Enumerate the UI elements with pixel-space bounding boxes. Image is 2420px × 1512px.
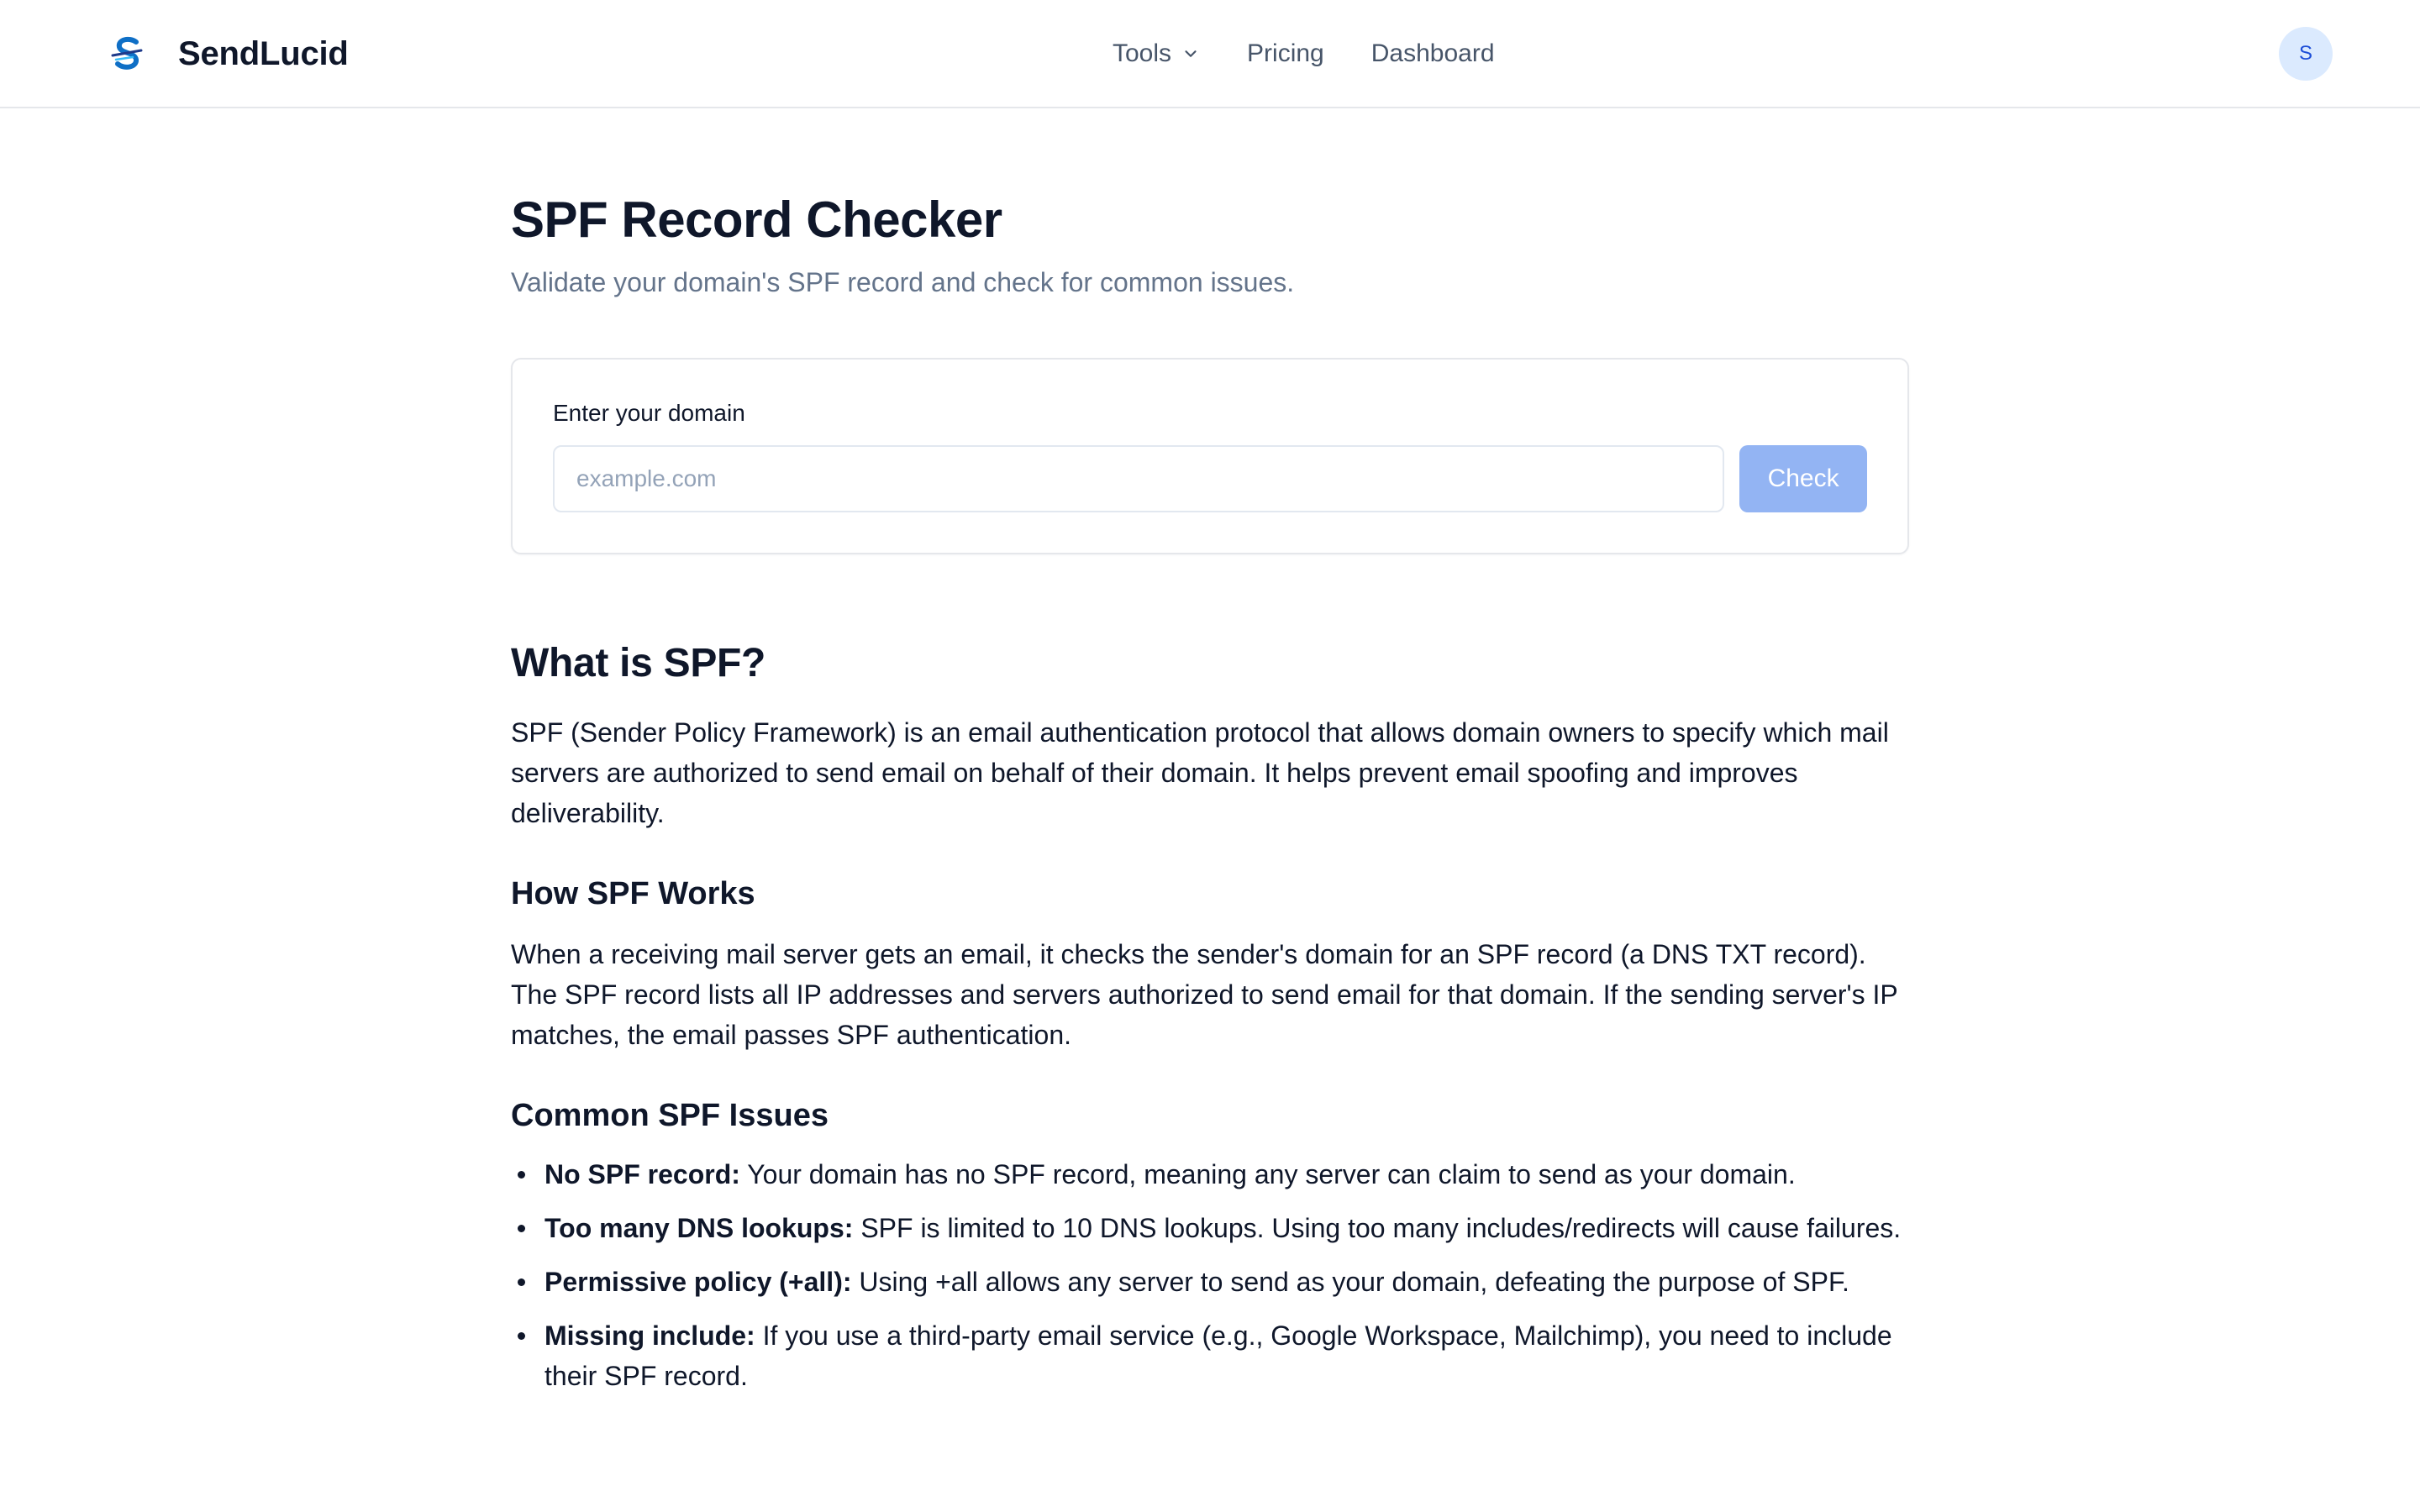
issue-term: Missing include: bbox=[544, 1320, 755, 1351]
issue-text: Your domain has no SPF record, meaning any server can claim to send as your domain. bbox=[739, 1159, 1796, 1189]
sendlucid-logo-icon bbox=[104, 30, 151, 77]
nav-dashboard-link[interactable] bbox=[1371, 39, 1495, 68]
brand-name: SendLucid bbox=[178, 34, 349, 72]
page-title: SPF Record Checker bbox=[511, 192, 1002, 248]
issue-term: Too many DNS lookups: bbox=[544, 1213, 854, 1243]
common-issues-list bbox=[511, 1154, 1909, 1396]
domain-check-card bbox=[511, 358, 1909, 554]
nav-dashboard-label: Dashboard bbox=[1370, 39, 1495, 67]
nav-tools-label: Tools bbox=[1113, 39, 1172, 67]
nav-pricing-label: Pricing bbox=[1247, 39, 1324, 67]
list-item bbox=[544, 1208, 1909, 1248]
issue-text: Using +all allows any server to send as your domain, defeating the purpose of SPF. bbox=[851, 1267, 1849, 1297]
issue-text: If you use a third-party email service (e.g., Google Workspace, Mailchimp), you need to include their SPF record. bbox=[544, 1320, 1892, 1391]
how-spf-works-body: When a receiving mail server gets an email, it checks the sender's domain for an SPF record (a DNS TXT record). The SPF record lists all IP addresses and servers authorized to send email for that domain. If the sending server's IP matches, the email passes SPF authentication. bbox=[511, 939, 1898, 1050]
list-item bbox=[544, 1262, 1909, 1302]
how-spf-works-heading: How SPF Works bbox=[511, 876, 755, 911]
what-is-spf-heading: What is SPF? bbox=[511, 641, 766, 685]
main-content bbox=[511, 185, 1909, 1410]
page-subtitle: Validate your domain's SPF record and check for common issues. bbox=[511, 267, 1295, 297]
user-avatar[interactable] bbox=[2279, 27, 2333, 81]
nav-tools-dropdown[interactable] bbox=[1113, 39, 1200, 68]
list-item bbox=[544, 1154, 1909, 1194]
list-item bbox=[544, 1315, 1909, 1396]
issue-text: SPF is limited to 10 DNS lookups. Using too many includes/redirects will cause failures. bbox=[853, 1213, 1902, 1243]
main-nav bbox=[1113, 34, 1495, 74]
nav-pricing-link[interactable] bbox=[1247, 39, 1324, 68]
common-issues-heading: Common SPF Issues bbox=[511, 1098, 829, 1133]
domain-field-row bbox=[553, 445, 1867, 512]
chevron-down-icon bbox=[1181, 45, 1200, 63]
domain-input[interactable] bbox=[553, 445, 1724, 512]
domain-field-label: Enter your domain bbox=[553, 400, 745, 426]
issue-term: Permissive policy (+all): bbox=[544, 1267, 852, 1297]
avatar-initial: S bbox=[2298, 42, 2312, 65]
top-navbar bbox=[0, 0, 2420, 108]
issue-term: No SPF record: bbox=[544, 1159, 740, 1189]
brand[interactable] bbox=[104, 30, 349, 77]
check-button[interactable]: Check bbox=[1739, 445, 1867, 512]
what-is-spf-body: SPF (Sender Policy Framework) is an email authentication protocol that allows domain owners to specify which mail servers are authorized to send email on behalf of their domain. It helps prevent email spoofing and improves deliverability. bbox=[511, 717, 1889, 828]
